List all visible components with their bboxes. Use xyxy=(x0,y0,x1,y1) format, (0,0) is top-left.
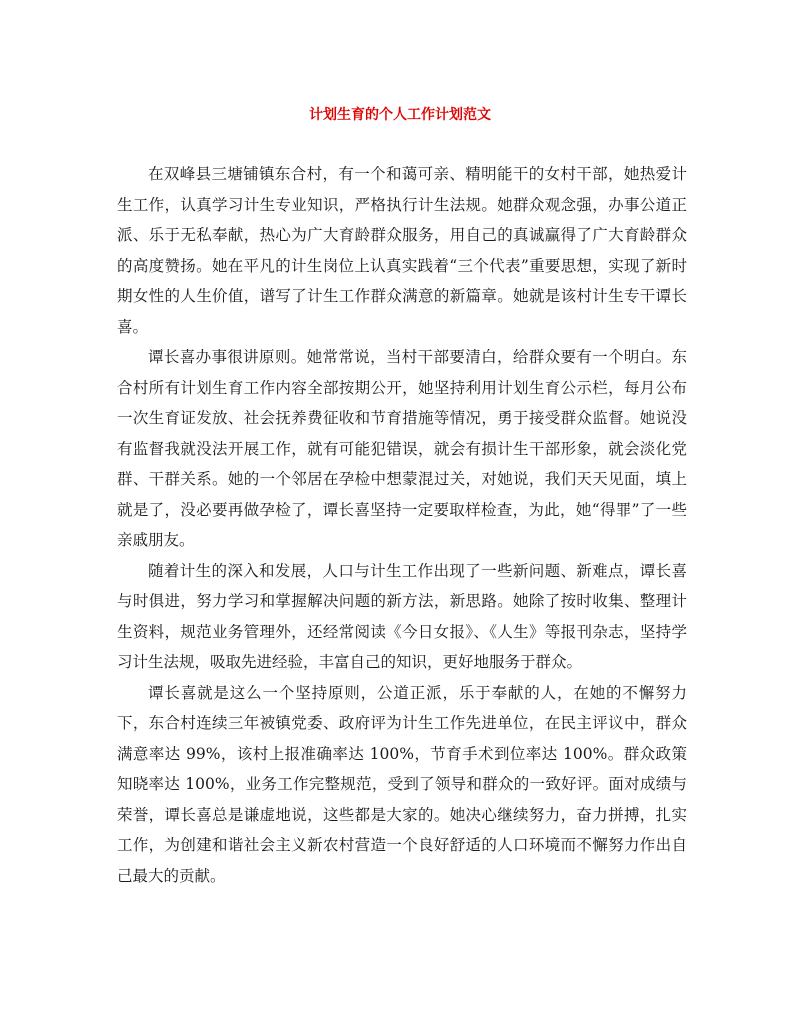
paragraph: 随着计生的深入和发展，人口与计生工作出现了一些新问题、新难点，谭长喜与时俱进，努力学习和掌握解决问题的新方法，新思路。她除了按时收集、整理计生资料，规范业务管理外，还经常阅读《今日女报》、《人生》等报刊杂志，坚持学习计生法规，吸取先进经验，丰富自己的知识，更好地服务于群众。 xyxy=(117,561,687,671)
paragraph: 谭长喜就是这么一个坚持原则，公道正派，乐于奉献的人，在她的不懈努力下，东合村连续三年被镇党委、政府评为计生工作先进单位，在民主评议中，群众满意率达 99%，该村上报准确率达 100%，节育手术到位率达 100%。群众政策知晓率达 100%，业务工作完整规范，受到了领导和群众的一致好评。面对成绩与荣誉，谭长喜总是谦虚地说，这些都是大家的。她决心继续努力，奋力拼搏，扎实工作，为创建和谐社会主义新农村营造一个良好舒适的人口环境而不懈努力作出自己最大的贡献。 xyxy=(117,683,687,885)
document-title: 计划生育的个人工作计划范文 xyxy=(309,107,491,123)
document-body xyxy=(117,159,687,891)
paragraph: 在双峰县三塘铺镇东合村，有一个和蔼可亲、精明能干的女村干部，她热爱计生工作，认真学习计生专业知识，严格执行计生法规。她群众观念强，办事公道正派、乐于无私奉献，热心为广大育龄群众服务，用自己的真诚赢得了广大育龄群众的高度赞扬。她在平凡的计生岗位上认真实践着“三个代表”重要思想，实现了新时期女性的人生价值，谱写了计生工作群众满意的新篇章。她就是该村计生专干谭长喜。 xyxy=(117,165,687,336)
paragraph: 谭长喜办事很讲原则。她常常说，当村干部要清白，给群众要有一个明白。东合村所有计划生育工作内容全部按期公开，她坚持利用计划生育公示栏，每月公布一次生育证发放、社会抚养费征收和节育措施等情况，勇于接受群众监督。她说没有监督我就没法开展工作，就有可能犯错误，就会有损计生干部形象，就会淡化党群、干群关系。她的一个邻居在孕检中想蒙混过关，对她说，我们天天见面，填上就是了，没必要再做孕检了，谭长喜坚持一定要取样检查，为此，她“得罪”了一些亲戚朋友。 xyxy=(117,348,687,549)
